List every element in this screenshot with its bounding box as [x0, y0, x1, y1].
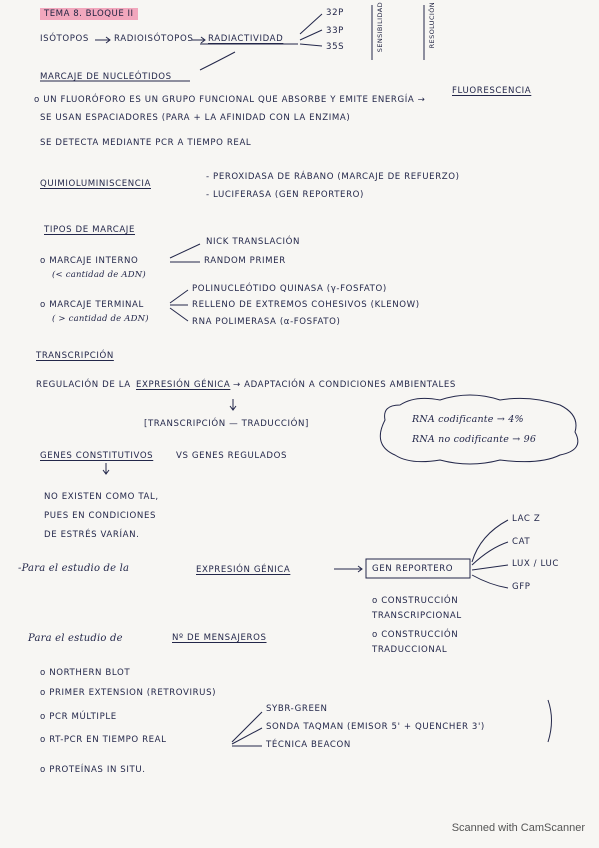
scanner-watermark: Scanned with CamScanner [451, 822, 585, 834]
method-rt-pcr: o RT-PCR EN TIEMPO REAL [40, 735, 167, 745]
interno-method-1: NICK TRANSLACIÓN [206, 237, 301, 247]
no-existen-3: DE ESTRÉS VARÍAN. [44, 530, 140, 540]
method-primer-extension: o PRIMER EXTENSION (RETROVIRUS) [40, 688, 217, 698]
regulacion-post: → ADAPTACIÓN A CONDICIONES AMBIENTALES [233, 380, 456, 390]
section-title-quimio: QUIMIOLUMINISCENCIA [40, 179, 151, 189]
qpcr-taqman: SONDA TAQMAN (EMISOR 5' + QUENCHER 3') [266, 722, 485, 732]
term-fluorescencia: FLUORESCENCIA [452, 86, 532, 96]
marcaje-terminal: o MARCAJE TERMINAL [40, 300, 144, 310]
chain-radiactividad: RADIACTIVIDAD [208, 34, 284, 44]
genes-constitutivos: GENES CONSTITUTIVOS [40, 451, 154, 461]
terminal-note: ( > cantidad de ADN) [52, 314, 149, 324]
espaciadores-line: SE USAN ESPACIADORES (PARA + LA AFINIDAD CON LA ENZIMA) [40, 113, 351, 123]
label-sensibilidad: SENSIBILIDAD [376, 2, 384, 53]
label-resolucion: RESOLUCIÓN [428, 2, 436, 49]
deteccion-line: SE DETECTA MEDIANTE PCR A TIEMPO REAL [40, 138, 252, 148]
reporter-gene-gfp: GFP [512, 582, 531, 592]
construccion-traduccional: o CONSTRUCCIÓN TRADUCCIONAL [372, 630, 459, 655]
genes-regulados: VS GENES REGULADOS [176, 451, 288, 461]
bracket-note: [TRANSCRIPCIÓN — TRADUCCIÓN] [144, 419, 309, 429]
method-northern: o NORTHERN BLOT [40, 668, 131, 678]
topic-tag: TEMA 8. BLOQUE II [40, 8, 138, 20]
section-title-transcripcion: TRANSCRIPCIÓN [36, 351, 114, 361]
gen-reportero-box: GEN REPORTERO [372, 564, 454, 574]
reporter-gene-lacz: LAC Z [512, 514, 541, 524]
section-title-marcaje: MARCAJE DE NUCLEÓTIDOS [40, 72, 172, 82]
quimio-item-2: - LUCIFERASA (GEN REPORTERO) [206, 190, 364, 200]
no-existen-1: NO EXISTEN COMO TAL, [44, 492, 159, 502]
marcaje-interno: o MARCAJE INTERNO [40, 256, 139, 266]
method-pcr-multiple: o PCR MÚLTIPLE [40, 712, 117, 722]
estudio-expresion-pre: -Para el estudio de la [18, 563, 130, 574]
section-title-tipos: TIPOS DE MARCAJE [44, 225, 135, 235]
isotope-32p: 32P [326, 8, 344, 18]
isotope-33p: 33P [326, 26, 344, 36]
cloud-line-1: RNA codificante → 4% [412, 414, 524, 425]
method-proteinas: o PROTEÍNAS IN SITU. [40, 765, 146, 775]
estudio-mensajeros-pre: Para el estudio de [28, 633, 123, 644]
construccion-transcripcional: o CONSTRUCCIÓN TRANSCRIPCIONAL [372, 596, 462, 621]
isotope-35s: 35S [326, 42, 345, 52]
term-expresion-genica-2: EXPRESIÓN GÉNICA [196, 565, 291, 575]
no-existen-2: PUES EN CONDICIONES [44, 511, 157, 521]
terminal-method-2: RELLENO DE EXTREMOS COHESIVOS (KLENOW) [192, 300, 420, 310]
quimio-item-1: - PEROXIDASA DE RÁBANO (MARCAJE DE REFUERZO) [206, 172, 460, 182]
interno-method-2: RANDOM PRIMER [204, 256, 286, 266]
reporter-gene-cat: CAT [512, 537, 531, 547]
chain-isotopos: ISÓTOPOS [40, 34, 89, 44]
cloud-line-2: RNA no codificante → 96 [412, 434, 537, 445]
term-expresion-genica-1: EXPRESIÓN GÉNICA [136, 380, 231, 390]
regulacion-pre: REGULACIÓN DE LA [36, 380, 131, 390]
interno-note: (< cantidad de ADN) [52, 270, 146, 280]
chain-radioisotopos: RADIOISÓTOPOS [114, 34, 194, 44]
qpcr-beacon: TÉCNICA BEACON [266, 740, 351, 750]
terminal-method-3: RNA POLIMERASA (α-FOSFATO) [192, 317, 341, 327]
terminal-method-1: POLINUCLEÓTIDO QUINASA (γ-FOSFATO) [192, 284, 387, 294]
qpcr-sybr: SYBR-GREEN [266, 704, 328, 714]
term-n-mensajeros: Nº DE MENSAJEROS [172, 633, 267, 643]
fluoroforo-line: o UN FLUORÓFORO ES UN GRUPO FUNCIONAL QUE ABSORBE Y EMITE ENERGÍA → [34, 95, 426, 105]
reporter-gene-lux: LUX / LUC [512, 559, 559, 569]
